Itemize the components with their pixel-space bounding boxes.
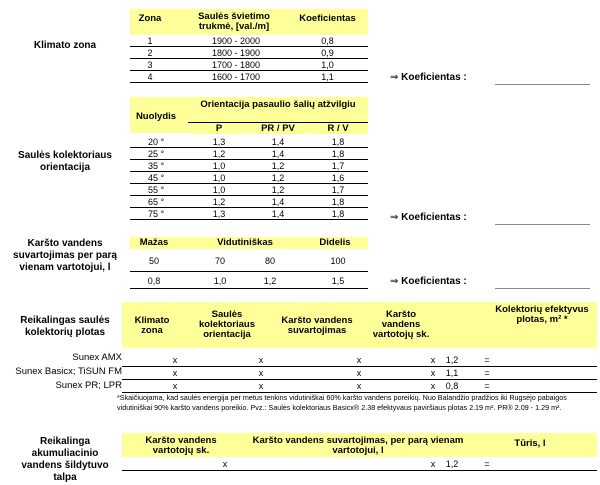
koef-cell: 0,8 [321,36,334,46]
karsto-header-didelis: Didelis [305,238,365,248]
koeficientas-label-3: ⇒ Koeficientas : [390,276,467,287]
trukme-cell: 1900 - 2000 [211,36,261,46]
value-cell: 70 [214,256,225,266]
plotas-header-vartotoju: Karšto vandens vartotojų sk. [368,310,434,340]
koef-cell: 0,9 [321,48,334,58]
plotas-row-3: x x x x 0,8 = [172,381,490,391]
value-cell: 50 [148,256,159,266]
zona-cell: 3 [147,60,153,70]
orient-sub-rv: R / V [310,124,366,134]
product-label: Sunex PR; LPR [55,380,122,391]
trukme-cell: 1600 - 1700 [211,72,261,82]
arrow-icon: ⇒ [390,276,399,287]
klimato-header-zona: Zona [130,14,170,24]
arrow-icon: ⇒ [390,72,399,83]
koeficientas-label-2: ⇒ Koeficientas : [390,212,467,223]
section-label-klimato: Klimato zona [33,40,97,51]
trukme-cell: 1800 - 1900 [211,48,261,58]
klimato-header-trukme: Saulės švietimo trukmė, [val./m] [180,12,288,32]
akum-header-turis: Tūris, l [500,439,560,449]
footnote: *Skaičiuojama, kad saulės energija per metus tenkins vidutiniškai 60% karšto vandens poreikių. Nuo Balandžio pradžios iki Rugsėjo pabaigos vidutiniškai 90% karšto vandens poreikio. Pvz.: Saulės kolektoriaus Basicx® 2.38 efektyvaus paviršiaus plotas 2.19 m². PR® 2.09 - 1.29 m². [117,393,567,412]
zona-cell: 2 [147,48,153,58]
zona-cell: 1 [147,36,153,46]
akum-row: x x 1,2 = [222,459,490,469]
section-label-orientacija: Saulės kolektoriaus orientacija [18,150,112,173]
karsto-header-vidutiniskas: Vidutiniškas [190,238,300,248]
coef-cell: 1,2 [263,276,277,286]
coef-cell: 1,5 [331,276,345,286]
coef-cell: 1,0 [213,276,227,286]
karsto-coef-row [130,275,368,287]
orient-header-main: Orientacija pasaulio šalių atžvilgiu [188,100,368,110]
orient-header-nuolydis: Nuolydis [130,112,182,122]
klimato-header-koef: Koeficientas [290,14,365,24]
product-label: Sunex AMX [72,352,122,363]
product-label: Sunex Basicx; TiSUN FM [15,366,122,377]
trukme-cell: 1700 - 1800 [211,60,261,70]
akum-header-suvartojimas: Karšto vandens suvartojimas, per parą vienam vartotojui, l [238,436,478,456]
plotas-header-klimato: Klimato zona [128,316,176,336]
answer-line-2[interactable] [495,224,590,225]
karsto-values-row [130,255,368,267]
section-label-akum: Reikalinga akumuliacinio vandens šildytuvo talpa [21,436,109,483]
plotas-header-suvartojimas: Karšto vandens suvartojimas [272,316,362,336]
plotas-header-orientacija: Saulės kolektoriaus orientacija [188,310,266,340]
zona-cell: 4 [147,72,153,82]
klimato-table-body [130,35,368,85]
plotas-row-2: x x x x 1,1 = [172,368,490,378]
karsto-header-mazas: Mažas [130,238,178,248]
answer-line-3[interactable] [495,288,590,289]
value-cell: 80 [264,256,275,266]
answer-line-1[interactable] [495,84,590,85]
arrow-icon: ⇒ [390,212,399,223]
value-cell: 100 [330,256,346,266]
koeficientas-label-1: ⇒ Koeficientas : [390,72,467,83]
koef-cell: 1,0 [321,60,334,70]
orient-sub-p: P [192,124,246,134]
section-label-plotas: Reikalingas saulės kolektorių plotas [20,315,110,338]
section-label-karsto: Karšto vandens suvartojimas per parą vienam vartotojui, l [13,238,117,273]
coef-cell: 0,8 [147,276,161,286]
orient-sub-prpv: PR / PV [250,124,306,134]
plotas-header-efektyvus: Kolektorių efektyvus plotas, m² * [488,305,596,325]
akum-header-vartotoju: Karšto vandens vartotojų sk. [132,436,230,456]
koef-cell: 1,1 [321,72,334,82]
plotas-row-1: x x x x 1,2 = [172,355,490,365]
orient-table-body: 20 ° 1,3 1,4 1,8 25 ° 1,2 1,4 1,8 35 ° 1,0 1,2 1,7 45 ° 1,0 1,2 1,6 55 ° 1,0 1,2 1,7 65 ° 1,2 1,4 1,8 75 ° 1,3 1,4 1,8 [130,136,368,226]
